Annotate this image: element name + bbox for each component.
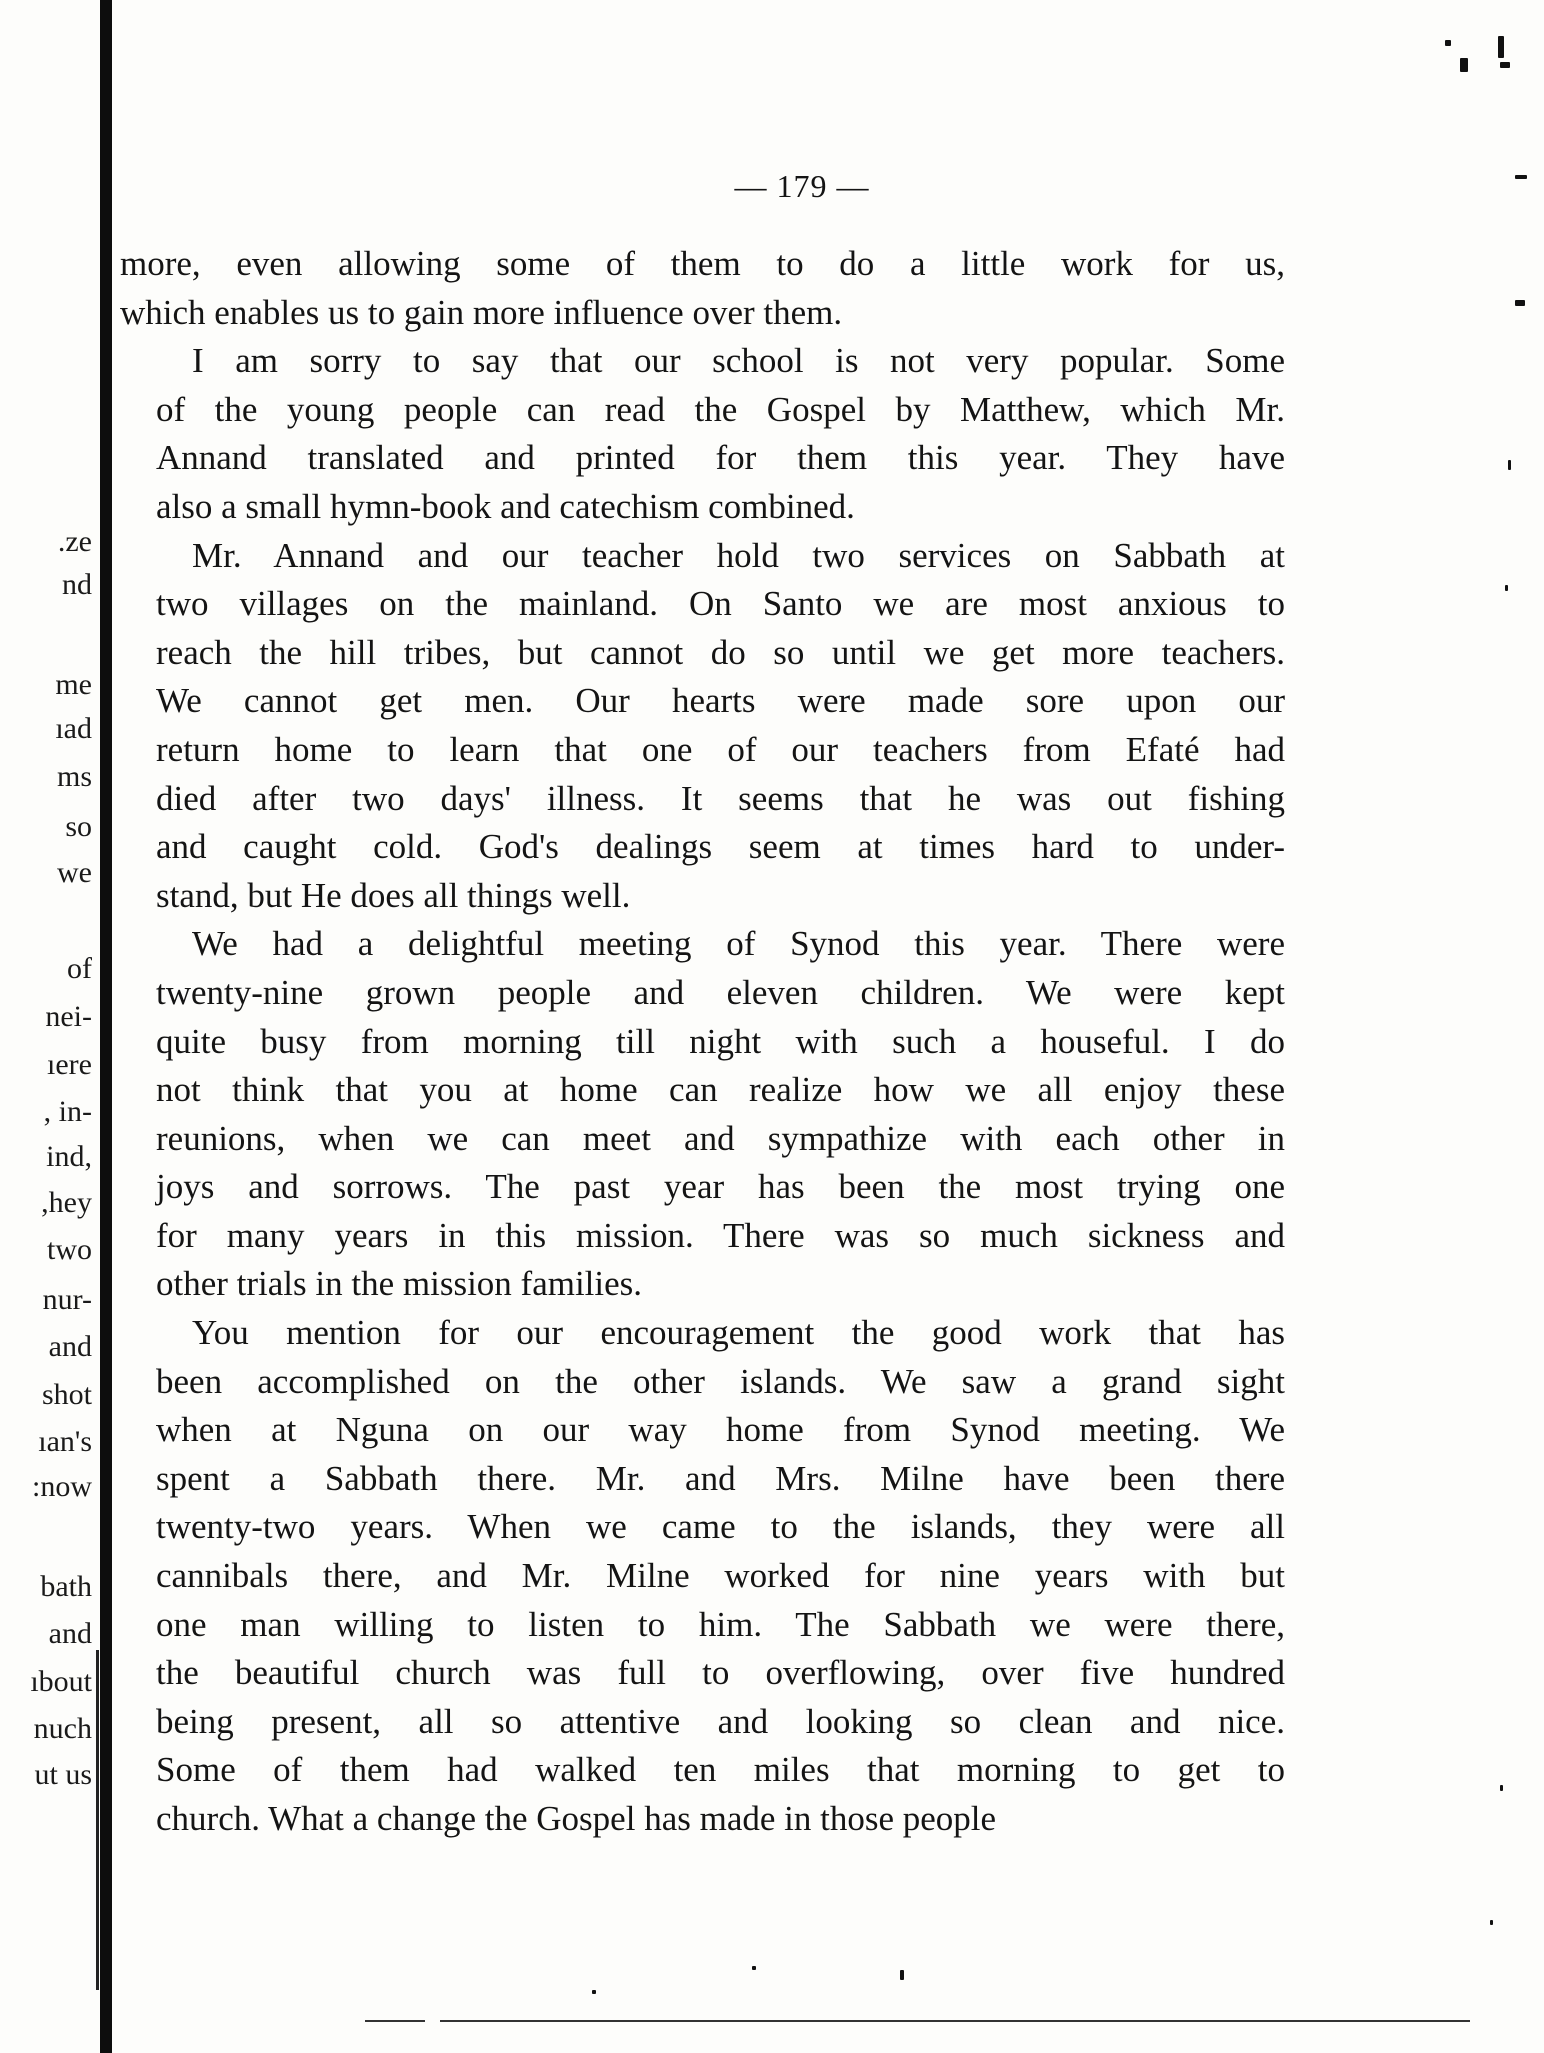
scan-speck [1508, 460, 1511, 470]
text-line: been accomplished on the other islands. We saw a grand sight [156, 1361, 1285, 1401]
paragraph-2 [120, 337, 1285, 531]
text-line: joys and sorrows. The past year has been the most trying one [156, 1167, 1285, 1207]
page-number: — 179 — [734, 168, 870, 204]
margin-fragment: ut us [34, 1758, 92, 1791]
binding-shadow [100, 0, 112, 2053]
margin-fragment: , in- [43, 1095, 92, 1128]
margin-fragment: ıan's [38, 1425, 92, 1458]
text-line: return home to learn that one of our teachers from Efaté had [156, 729, 1285, 769]
margin-fragment: nuch [33, 1712, 92, 1745]
scan-speck [752, 1966, 756, 1970]
margin-fragment: shot [41, 1378, 92, 1411]
text-line: two villages on the mainland. On Santo we are most anxious to [156, 584, 1285, 624]
margin-fragment: .ze [57, 525, 92, 558]
text-line: other trials in the mission families. [156, 1264, 643, 1304]
paragraph-3 [120, 532, 1285, 921]
text-line: twenty-two years. When we came to the islands, they were all [156, 1507, 1285, 1547]
scan-speck [592, 1990, 596, 1994]
text-line: more, even allowing some of them to do a little work for us, [120, 244, 1285, 283]
text-line: reach the hill tribes, but cannot do so until we get more teachers. [156, 632, 1285, 672]
margin-fragment: ,hey [41, 1186, 92, 1219]
margin-fragment: ıere [47, 1048, 92, 1081]
paragraph-1 [120, 240, 1285, 337]
paragraph-4 [120, 920, 1285, 1309]
text-line: died after two days' illness. It seems that he was out fishing [156, 778, 1285, 818]
text-line: one man willing to listen to him. The Sabbath we were there, [156, 1604, 1285, 1644]
text-line: when at Nguna on our way home from Synod meeting. We [156, 1410, 1285, 1450]
text-line: for many years in this mission. There was so much sickness and [156, 1215, 1285, 1255]
text-line: Annand translated and printed for them this year. They have [156, 438, 1285, 478]
paragraph-5 [120, 1309, 1285, 1844]
text-line: reunions, when we can meet and sympathize with each other in [156, 1118, 1285, 1158]
scan-speck [1445, 40, 1451, 46]
text-line: quite busy from morning till night with such a houseful. I do [156, 1021, 1285, 1061]
margin-fragment: ıad [55, 712, 92, 745]
scan-speck [1490, 1920, 1493, 1925]
text-line: church. What a change the Gospel has made in those people [156, 1799, 997, 1838]
scan-speck [1515, 175, 1527, 179]
text-line: You mention for our encouragement the good work that has [192, 1313, 1285, 1353]
scan-speck [1515, 300, 1525, 306]
text-line: Some of them had walked ten miles that morning to get to [156, 1750, 1285, 1790]
margin-fragment: nei- [45, 1000, 92, 1033]
margin-fragment: and [48, 1330, 92, 1363]
page-body [120, 240, 1285, 1844]
margin-fragment: two [47, 1233, 92, 1266]
scan-speck [1498, 36, 1504, 58]
text-line: not think that you at home can realize how we all enjoy these [156, 1070, 1285, 1110]
margin-fragment: nd [62, 568, 92, 601]
text-line: I am sorry to say that our school is not very popular. Some [192, 341, 1285, 381]
text-line: and caught cold. God's dealings seem at times hard to under- [156, 827, 1285, 867]
margin-fragment: :now [32, 1470, 92, 1503]
text-line: being present, all so attentive and looking so clean and nice. [156, 1701, 1285, 1741]
text-line: stand, but He does all things well. [156, 875, 631, 915]
scan-speck [1500, 62, 1510, 68]
margin-fragment: bath [40, 1570, 92, 1603]
scan-speck [900, 1970, 904, 1980]
scan-speck [1500, 1785, 1503, 1791]
text-line: Mr. Annand and our teacher hold two services on Sabbath at [192, 535, 1285, 575]
scan-speck [1460, 58, 1468, 72]
text-line: spent a Sabbath there. Mr. and Mrs. Milne have been there [156, 1458, 1285, 1498]
text-line: cannibals there, and Mr. Milne worked for nine years with but [156, 1556, 1285, 1596]
margin-fragment: me [55, 668, 92, 701]
margin-fragment: nur- [42, 1283, 92, 1316]
footer-rule [440, 2020, 1470, 2022]
scan-speck [1505, 585, 1508, 591]
margin-fragment: ind, [46, 1140, 92, 1173]
margin-fragment: of [67, 952, 92, 985]
footer-rule-dash [365, 2020, 425, 2022]
text-line: also a small hymn-book and catechism combined. [156, 486, 855, 526]
text-line: the beautiful church was full to overflowing, over five hundred [156, 1653, 1285, 1693]
margin-fragment: ıbout [30, 1665, 92, 1698]
margin-fragment: and [48, 1617, 92, 1650]
text-line: We cannot get men. Our hearts were made sore upon our [156, 681, 1285, 721]
text-line: We had a delightful meeting of Synod this year. There were [192, 924, 1285, 964]
binding-shadow-lower [96, 1650, 99, 1990]
text-line: which enables us to gain more influence over them. [120, 292, 843, 332]
text-line: twenty-nine grown people and eleven children. We were kept [156, 972, 1285, 1012]
margin-fragment: so [65, 810, 92, 843]
text-line: of the young people can read the Gospel by Matthew, which Mr. [156, 389, 1285, 429]
margin-fragment: we [57, 856, 92, 889]
margin-fragment: ms [56, 760, 92, 793]
